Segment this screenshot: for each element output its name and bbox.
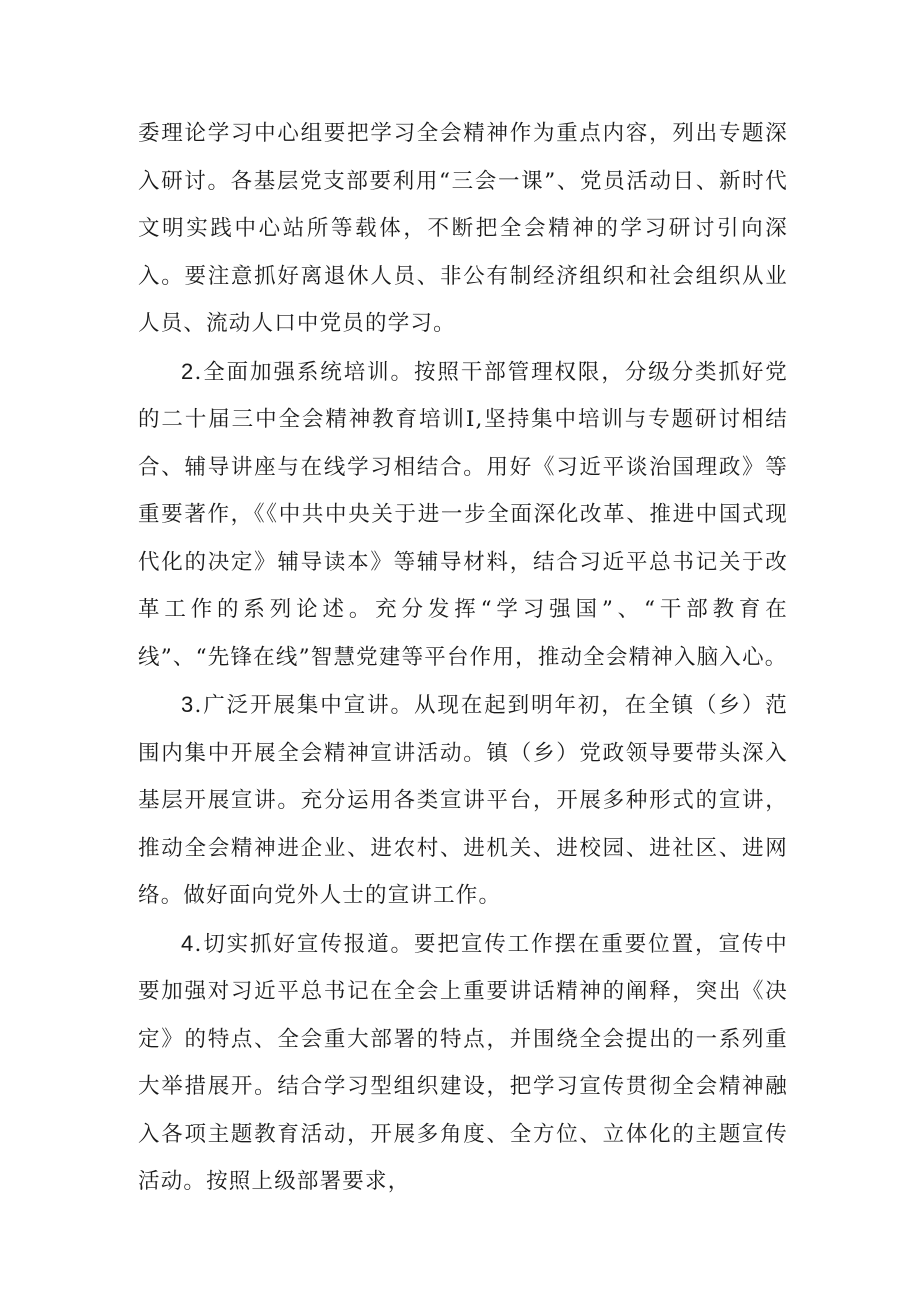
document-body xyxy=(138,110,788,1206)
paragraph-3-text: .广泛开展集中宣讲。从现在起到明年初，在全镇（乡）范围内集中开展全会精神宣讲活动。镇（乡）党政领导要带头深入基层开展宣讲。充分运用各类宣讲平台，开展多种形式的宣讲，推动全会精神进企业、进农村、进机关、进校园、进社区、进网络。做好面向党外人士的宣讲工作。 xyxy=(138,693,788,908)
paragraph-2-text: .全面加强系统培训。按照干部管理权限，分级分类抓好党的二十届三中全会精神教育培训I,坚持集中培训与专题研讨相结合、辅导讲座与在线学习相结合。用好《习近平谈治国理政》等重要著作，《《中共中央关于进一步全面深化改革、推进中国式现代化的决定》辅导读本》等辅导材料，结合习近平总书记关于改革工作的系列论述。充分发挥“学习强国”、“干部教育在线”、“先锋在线”智慧党建等平台作用，推动全会精神入脑入心。 xyxy=(138,359,788,670)
paragraph-4-text: .切实抓好宣传报道。要把宣传工作摆在重要位置，宣传中要加强对习近平总书记在全会上重要讲话精神的阐释，突出《决定》的特点、全会重大部署的特点，并围绕全会提出的一系列重大举措展开。结合学习型组织建设，把学习宣传贯彻全会精神融入各项主题教育活动，开展多角度、全方位、立体化的主题宣传活动。按照上级部署要求， xyxy=(138,931,788,1194)
paragraph-2 xyxy=(138,348,788,682)
paragraph-4 xyxy=(138,920,788,1206)
paragraph-2-number: 2 xyxy=(181,358,195,384)
paragraph-3-number: 3 xyxy=(181,692,195,717)
paragraph-3 xyxy=(138,681,788,920)
paragraph-1-text: 委理论学习中心组要把学习全会精神作为重点内容，列出专题深入研讨。各基层党支部要利用“三会一课”、党员活动日、新时代文明实践中心站所等载体，不断把全会精神的学习研讨引向深入。要注意抓好离退休人员、非公有制经济组织和社会组织从业人员、流动人口中党员的学习。 xyxy=(138,121,788,336)
paragraph-4-number: 4 xyxy=(181,930,195,956)
paragraph-1 xyxy=(138,110,788,348)
